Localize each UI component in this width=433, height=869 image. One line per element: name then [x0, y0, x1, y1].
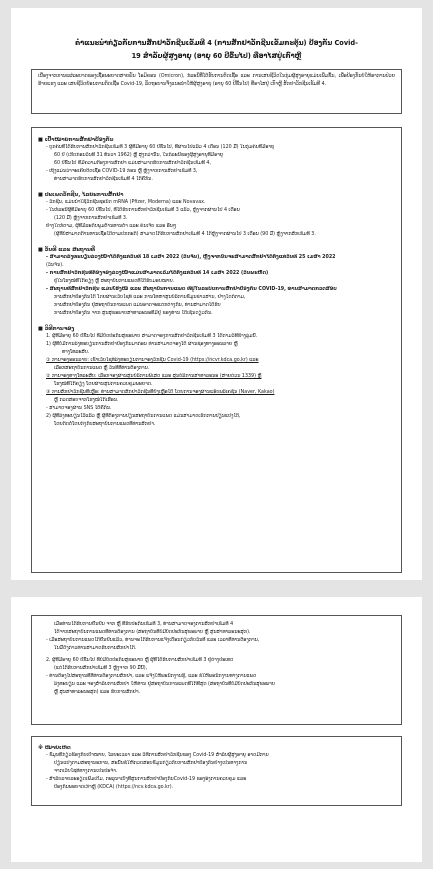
note-line: - ຂໍ້ມູນທີ່ກ່ຽວຂ້ອງກັບເປົ້າໝາຍ, ໄລຍະເວລາ ແລະ ວິທີການສັກຢາວັກຊີນຂອງ Covid-19 ສໍາລັບຜູ້ສູງອາຍຸ ອາດມີການ [46, 753, 269, 758]
section-line: ທ່ານສາມາດຮັບການສັກຢາວັກຊີນເຂັມທີ 4 ໄດ້ຄືກັນ. [54, 177, 153, 182]
section-line: (120 ມື້) ຫຼັງຈາກການສັກຢາເຂັມທີ 3. [54, 216, 128, 221]
note-line: ຈາກເວັບໄຊທ໌ທາງການເປັນປະຈໍາ. [54, 769, 118, 774]
section-line: ໂດຍຕິດຕໍ່ໂດຍກົງກັບສະຖາບັນການແພດທີ່ທ່ານສັກຢາ. [54, 422, 156, 427]
document-page-1 [11, 8, 422, 580]
section-line: ③ ການສັກຢາວັກຊີນທີ່ເຫຼືອ: ທ່ານສາມາດສັກຢາວັກຊີນທີ່ຍັງເຫຼືອໄດ້ ໂດຍການຈອງຜ່ານແອັບພລິເຄຊັນ (Naver, Kakao) [46, 390, 275, 395]
document-page-2 [11, 597, 422, 862]
section-line: - ສາມາດຈອງຜ່ານ SNS ໄດ້ຄືກັນ. [46, 406, 112, 411]
section-line: 60 ປີ (ເກີດກ່ອນວັນທີ 31 ທັນວາ 1962) ຫຼື ສູງກວ່ານັ້ນ, ໃນກໍລະນີຂອງຜູ້ສູງອາຍຸທີ່ມີອາຍຸ [54, 153, 224, 158]
section-line: ② ການຈອງທາງໂທລະສັບ: ເລືອກຈອງຜ່ານສູນບໍລິການພິເສດ ແລະ ສູນບໍລິການສາທາລະນະ (ສາຍດ່ວນ 1339) ຫຼື [46, 374, 262, 379]
section-line: ① ການຈອງອອນລາຍ: ເຂົ້າເວັບໄຊທ໌ລົງທະບຽນການຈອງວັກຊີນ Covid-19 (https://ncvr.kdca.go.kr) ແລະ [46, 358, 259, 363]
section-line: - ການສັກຢາວັກຊີນທີ່ຕ້ອງຈອງລ່ວງໜ້າແມ່ນສາມາດເລີ່ມໄດ້ຕັ້ງແຕ່ວັນທີ 14 ເມສາ 2022 (ວັນພະຫັດ) [46, 271, 269, 276]
section-line: (ວັນຈັນ). [46, 263, 64, 268]
section-line: ຫຼື ກວດສອບຈາກໂຮງໝໍໃກ້ເຮືອນ. [54, 398, 119, 403]
continuation-line: ລົງທະບຽນ ແລະ ຈອງສໍາລັບການສັກຢາ ໃຫ້ທ່ານ ຢູ່ສະຖາບັນການແພດທີ່ໃກ້ທີ່ສຸດ (ສະຖາບັນທີ່ບໍ່ມີບັດປະກັນສຸຂະພາບ [54, 682, 275, 687]
section-line: ຢູ່ໃນໂຮງໝໍທີ່ໃກ້ຄຽງ ຫຼື ສະຖາບັນການແພດທີ່ໄດ້ຮັບມອບໝາຍ. [54, 279, 175, 284]
section-line: - ໃນກໍລະນີຜູ້ທີ່ມີອາຍຸ 60 ປີຂຶ້ນໄປ, ທີ່ໄດ້ຮັບການສັກຢາວັກຊີນເຂັມທີ 3 ແລ້ວ, ຫຼັງຈາກຜ່ານໄປ 4 ເດືອນ [46, 208, 240, 213]
guidance-box [31, 127, 402, 573]
section-line: - ວັກຊີນ, ແມ່ນນໍາໃຊ້ວັກຊີນຊະນິດ mRNA (Pfizer, Moderna) ແລະ Novavax. [46, 200, 206, 205]
section-line: - ສາມາດລົງທະບຽນລ່ວງໜ້າໄດ້ຕັ້ງແຕ່ວັນທີ 18 ເມສາ 2022 (ວັນຈັນ), ຫຼັງຈາກນັ້ນຈະສາມາດສັກຢາໄດ້ຕັ້ງແຕ່ວັນທີ 25 ເມສາ 2022 [46, 255, 336, 260]
section-line: - ສະຖານທີ່ສັກຢາວັກຊີນ ແມ່ນໂຮງໝໍ ແລະ ສະຖາບັນການແພດ ທີ່ຢູ່ໃນລະບົບການສັກຢາປ້ອງກັນ COVID-19, ທ່ານສາມາດກວດສອບ [46, 287, 337, 292]
section-heading: ■ ປະເພດວັກຊີນ, ໄລຍະການສັກຢາ [38, 192, 124, 198]
continuation-line: - ເມື່ອສະຖາບັນການແພດໄດ້ຢືນຢັນແລ້ວ, ທ່ານຈະໄດ້ຮັບການແຈ້ງເຕືອນກ່ຽວກັບວັນທີ ແລະ ເວລາທີ່ທ່ານຕ້ອງການ, [46, 638, 260, 643]
section-line: - ເຖິງແມ່ນວ່າຈະເຄີຍຕິດເຊື້ອ COVID-19 ກ່ອນ ຫຼື ຫຼັງຈາກການສັກຢາເຂັມທີ 3, [46, 169, 198, 174]
title-line-2: 19 ສໍາລັບຜູ້ສູງອາຍຸ (ອາຍຸ 60 ປີຂຶ້ນໄປ) ທີ່ອາໄສຢູ່ເກົາຫຼີ [131, 52, 302, 60]
continuation-line: (ແຕ່ໄດ້ຮັບການສັກຢາເຂັມທີ 3 ຫຼັງຈາກ 90 ມື້ນີ້), [54, 666, 148, 671]
intro-text: ເນື່ອງຈາກການແຜ່ລະບາດຂອງເຊື້ອພະຍາດສາຍພັນ ໂອມິຄອນ (Omicron), ກໍລະນີທີ່ໄດ້ຮັບການຕິດເຊື້ອ ແລະ ການເສຍຊີວິດໃນກຸ່ມຜູ້ສູງອາຍຸແມ່ນເພີ່ມຂຶ້ນ, ເພື່ອປ້ອງກັນບໍ່ໃຫ້ອາການປ່ວຍຮ້າຍແຮງ ແລະ ເສຍຊີວິດຍ້ອນການຕິດເຊື້ອ Covid-19, ລັດຖະບານຈຶ່ງແນະນໍາໃຫ້ຜູ້ສູງອາຍຸ (ອາຍຸ 60 ປີຂຶ້ນໄປ) ທີ່ອາໄສຢູ່ ເກົາຫຼີ ສັກຢາວັກຊີນເຂັມທີ 4. [38, 74, 395, 87]
section-line: ການສັກຢາປ້ອງກັນ ຢູ່ສະຖາບັນການແພດ ແມ່ນອາດຈະແຕກຕ່າງກັນ, ທ່ານສາມາດໄດ້ຮັບ [54, 303, 221, 308]
notes-box [31, 736, 402, 806]
continuation-line: ເມື່ອທ່ານໄດ້ຮັບການຢືນຢັນ ຈາກ ຫຼື ທີ່ຮັບປະກັນເຂັມທີ 3, ທ່ານສາມາດຈອງການສັກຢາເຂັມທີ 4 [54, 622, 234, 627]
continuation-line: ໃນມື້ດັ່ງກ່າວທ່ານສາມາດຮັບການສັກຢາໄດ້. [54, 646, 137, 651]
note-line: ປ້ອງກັນພະຍາດເກົາຫຼີ (KDCA) (https://ncv.kdca.go.kr). [54, 785, 174, 790]
note-line: - ສໍາລັບລາຍລະອຽດເພີ່ມເຕີມ, ກະລຸນາເບິ່ງທີ່ສູນການສັກຢາປ້ອງກັນCovid-19 ຂອງອົງການຄວບຄຸມ ແລະ [46, 777, 247, 782]
document-title [31, 37, 402, 63]
section-line: ການສັກຢາປ້ອງກັນໄດ້ ໂດຍຜ່ານເວັບໄຊທ໌ ແລະ ການໂທຫາສູນບໍລິການຂໍ້ມູນຂ່າວສານ, ຢ່າງໃດກໍຕາມ, [54, 295, 246, 300]
section-line: - ບຸກຄົນທີ່ໄດ້ຮັບການສັກຢາວັກຊີນເຂັມທີ 3 ຜູ້ທີ່ມີອາຍຸ 60 ປີຂຶ້ນໄປ, ທີ່ຜ່ານໄປແລ້ວ 4 ເດືອນ (120 ມື້) ໃນກຸ່ມຄົນທີ່ມີອາຍຸ [46, 145, 275, 150]
section-line: ທາງໂທລະສັບ. [62, 350, 90, 355]
section-line: 1. ຜູ້ທີ່ມີອາຍຸ 60 ປີຂຶ້ນໄປ ທີ່ມີບັດປະກັນສຸຂະພາບ ສາມາດຈອງການສັກຢາວັກຊີນເຂັມທີ 3 ໄດ້ຕາມວິທີຂ້າງລຸ່ມນີ້. [46, 334, 258, 339]
section-line: ການສັກຢາປ້ອງກັນ ຈາກ ສູນສຸຂະພາບສາທາລະນະທີ່ມີຢູ່ ຂອງທ່ານ ໄດ້ເຊັ່ນດຽວກັນ. [54, 311, 213, 316]
section-line: ໂຮງໝໍທີ່ໃກ້ຄຽງ ໂດຍຜ່ານສູນການຄວບຄຸມພະຍາດ. [54, 382, 153, 387]
section-heading: ■ ເປົ້າໝາຍການສັກຢາປ້ອງກັນ [38, 137, 114, 143]
note-line: ປ່ຽນແປງຕາມສະຖານະການ, ສະນັ້ນຂໍໃຫ້ກວດສອບຂໍ້ມູນກ່ຽວກັບການສັກຢາປ້ອງກັນຢ່າງເປັນທາງການ [54, 761, 248, 766]
continuation-line: - ທ່ານຕ້ອງໄປສະຖານທີ່ທີ່ທ່ານຕ້ອງການສັກຢາ, ແລະ ແຈ້ງໃຫ້ພະນັກງານຮູ້, ແລະ ຂໍໃຫ້ພະນັກງານທາງການແພດ [46, 674, 257, 679]
notes-heading: ※ ໝາຍເຫດ [38, 745, 71, 751]
section-line: ເລືອກສະຖາບັນການແພດ ຫຼື ວັນທີທີ່ທ່ານຕ້ອງການ. [54, 366, 150, 371]
section-line: 2) ຜູ້ທີ່ລົງທະບຽນໄວ້ແລ້ວ ຫຼື ຜູ້ທີ່ຕ້ອງການປ່ຽນສະຖາບັນການແພດ ແມ່ນສາມາດເຮັດການປ່ຽນແປງໄດ້, [46, 414, 241, 419]
section-line: 60 ປີຂຶ້ນໄປ ທີ່ມີຄວາມຕ້ອງການສັກຢາ ແມ່ນສາມາດຮັບການສັກຢາວັກຊີນເຂັມທີ 4, [54, 161, 212, 166]
section-line: 1) ຜູ້ທີ່ບໍ່ມີການລົງທະບຽນການສັກຢາປ້ອງກັນມາກ່ອນ ທ່ານສາມາດຈອງໄດ້ ຜ່ານຊ່ອງທາງອອນລາຍ ຫຼື [46, 342, 238, 347]
intro-box [31, 69, 402, 114]
section-heading: ■ ວິທີການຈອງ [38, 326, 75, 332]
title-line-1: ຄໍາແນະນໍາກ່ຽວກັບການສັກຢາວັກຊີນເຂັມທີ 4 (ການສັກຢາວັກຊີນເຂັມກະຕຸ້ນ) ປ້ອງກັນ Covid- [75, 39, 358, 47]
continuation-line: 2. ຜູ້ທີ່ມີອາຍຸ 60 ປີຂຶ້ນໄປ ທີ່ບໍ່ມີບັດປະກັນສຸຂະພາບ ຫຼື ຜູ້ທີ່ໄດ້ຮັບການສັກຢາເຂັມທີ 3 ຢູ່ຕ່າງປະເທດ [46, 658, 234, 663]
section-line: (ຜູ້ທີ່ບໍ່ສາມາດຕ້ານທານເຊື້ອໄດ້ຕາມປົກກະຕິ) ສາມາດໄດ້ຮັບການສັກຢາເຂັມທີ 4 ໄດ້ຫຼັງຈາກຜ່ານໄປ 3 ເດືອນ (90 ມື້) ຫຼັງຈາກສັກເຂັມທີ 3. [54, 232, 316, 237]
continuation-box [31, 615, 402, 725]
continuation-line: ຫຼື ສູນສາທາລະນະສຸກ) ແລະ ຮັບການສັກຢາ. [54, 690, 141, 695]
section-heading: ■ ວັນທີ ແລະ ສະຖານທີ່ [38, 247, 96, 253]
continuation-line: ໄດ້ຈາກສະຖາບັນການແພດທີ່ທ່ານຕ້ອງການ (ສະຖາບັນທີ່ບໍ່ມີບັດປະກັນສຸຂະພາບ ຫຼື ສູນສາທາລະນະສຸກ). [54, 630, 251, 635]
section-line: ຢ່າງໃດກໍຕາມ, ຜູ້ທີ່ມີລະດັບພູມຕ້ານທານຕໍ່າ ແລະ ຄົນເຈັບ ແລະ ອື່ນໆ [46, 224, 177, 229]
